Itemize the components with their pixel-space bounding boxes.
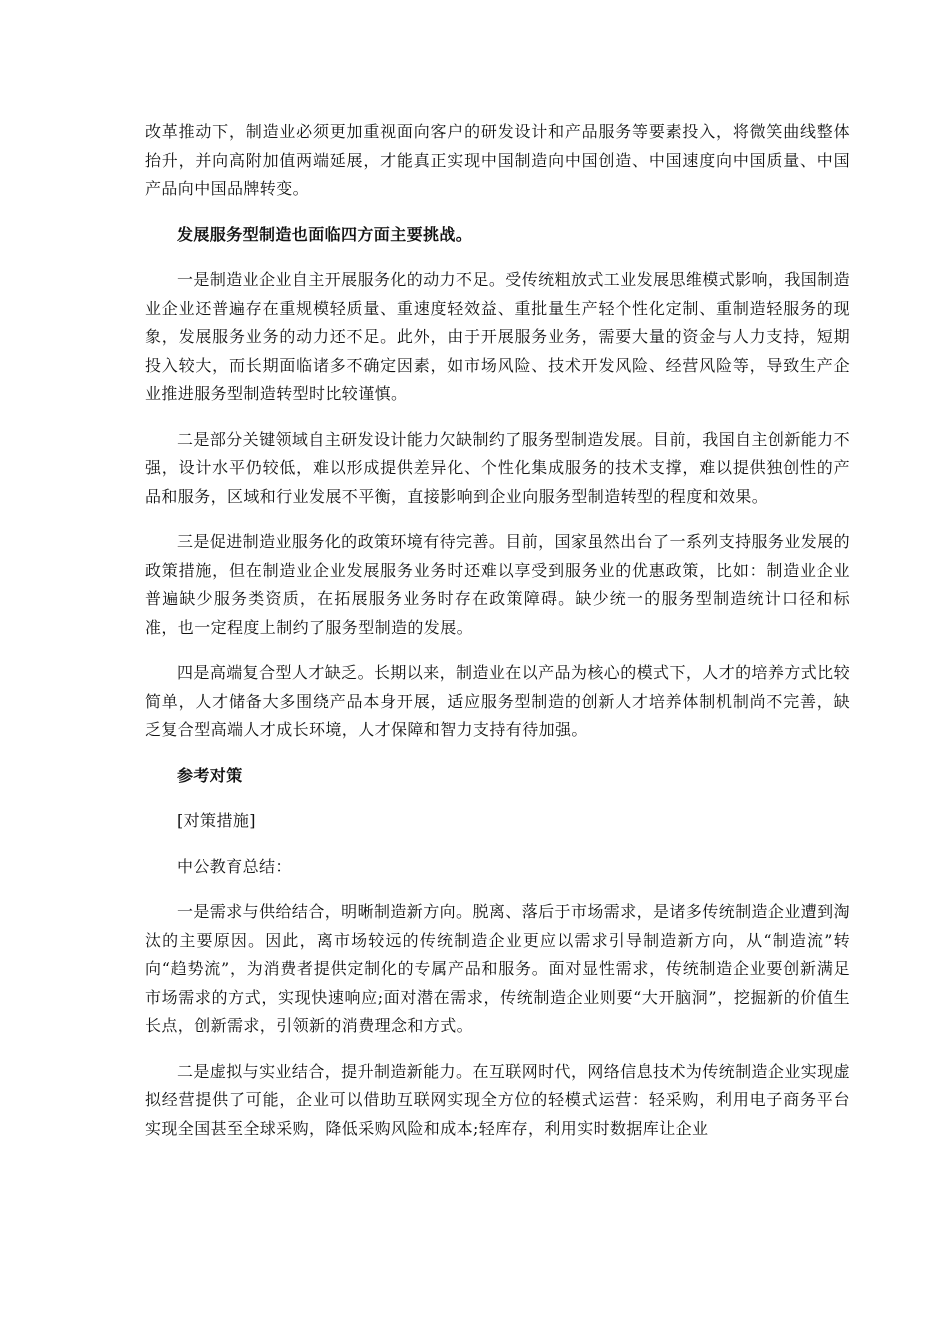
paragraph-measure-1: 一是需求与供给结合，明晰制造新方向。脱离、落后于市场需求，是诸多传统制造企业遭到淘汰的主要原因。因此，离市场较远的传统制造企业更应以需求引导制造新方向，从“制造流”转向“趋势流”，为消费者提供定制化的专属产品和服务。面对显性需求，传统制造企业要创新满足市场需求的方式，实现快速响应;面对潜在需求，传统制造企业则要“大开脑洞”，挖掘新的价值生长点，创新需求，引领新的消费理念和方式。 (145, 902, 850, 1035)
section-heading-challenges: 发展服务型制造也面临四方面主要挑战。 (177, 224, 473, 244)
paragraph-challenge-2: 二是部分关键领域自主研发设计能力欠缺制约了服务型制造发展。目前，我国自主创新能力不强，设计水平仍较低，难以形成提供差异化、个性化集成服务的技术支撑，难以提供独创性的产品和服务，区域和行业发展不平衡，直接影响到企业向服务型制造转型的程度和效果。 (145, 429, 850, 506)
subsection-label: [对策措施] (177, 811, 256, 830)
summary-label: 中公教育总结： (177, 856, 292, 876)
paragraph-measure-2: 二是虚拟与实业结合，提升制造新能力。在互联网时代，网络信息技术为传统制造企业实现虚拟经营提供了可能，企业可以借助互联网实现全方位的轻模式运营：轻采购，利用电子商务平台实现全国甚至全球采购，降低采购风险和成本;轻库存，利用实时数据库让企业 (145, 1061, 850, 1138)
paragraph-continuation: 改革推动下，制造业必须更加重视面向客户的研发设计和产品服务等要素投入，将微笑曲线整体抬升，并向高附加值两端延展，才能真正实现中国制造向中国创造、中国速度向中国质量、中国产品向中国品牌转变。 (145, 122, 850, 198)
document-page (145, 118, 850, 1160)
paragraph-challenge-1: 一是制造业企业自主开展服务化的动力不足。受传统粗放式工业发展思维模式影响，我国制造业企业还普遍存在重规模轻质量、重速度轻效益、重批量生产轻个性化定制、重制造轻服务的现象，发展服务业务的动力还不足。此外，由于开展服务业务，需要大量的资金与人力支持，短期投入较大，而长期面临诸多不确定因素，如市场风险、技术开发风险、经营风险等，导致生产企业推进服务型制造转型时比较谨慎。 (145, 270, 850, 403)
paragraph-challenge-4: 四是高端复合型人才缺乏。长期以来，制造业在以产品为核心的模式下，人才的培养方式比较简单，人才储备大多围绕产品本身开展，适应服务型制造的创新人才培养体制机制尚不完善，缺乏复合型高端人才成长环境，人才保障和智力支持有待加强。 (145, 663, 850, 739)
paragraph-challenge-3: 三是促进制造业服务化的政策环境有待完善。目前，国家虽然出台了一系列支持服务业发展的政策措施，但在制造业企业发展服务业务时还难以享受到服务业的优惠政策，比如：制造业企业普遍缺少服务类资质，在拓展服务业务时存在政策障碍。缺少统一的服务型制造统计口径和标准，也一定程度上制约了服务型制造的发展。 (145, 532, 850, 637)
section-heading-countermeasures: 参考对策 (177, 765, 243, 785)
